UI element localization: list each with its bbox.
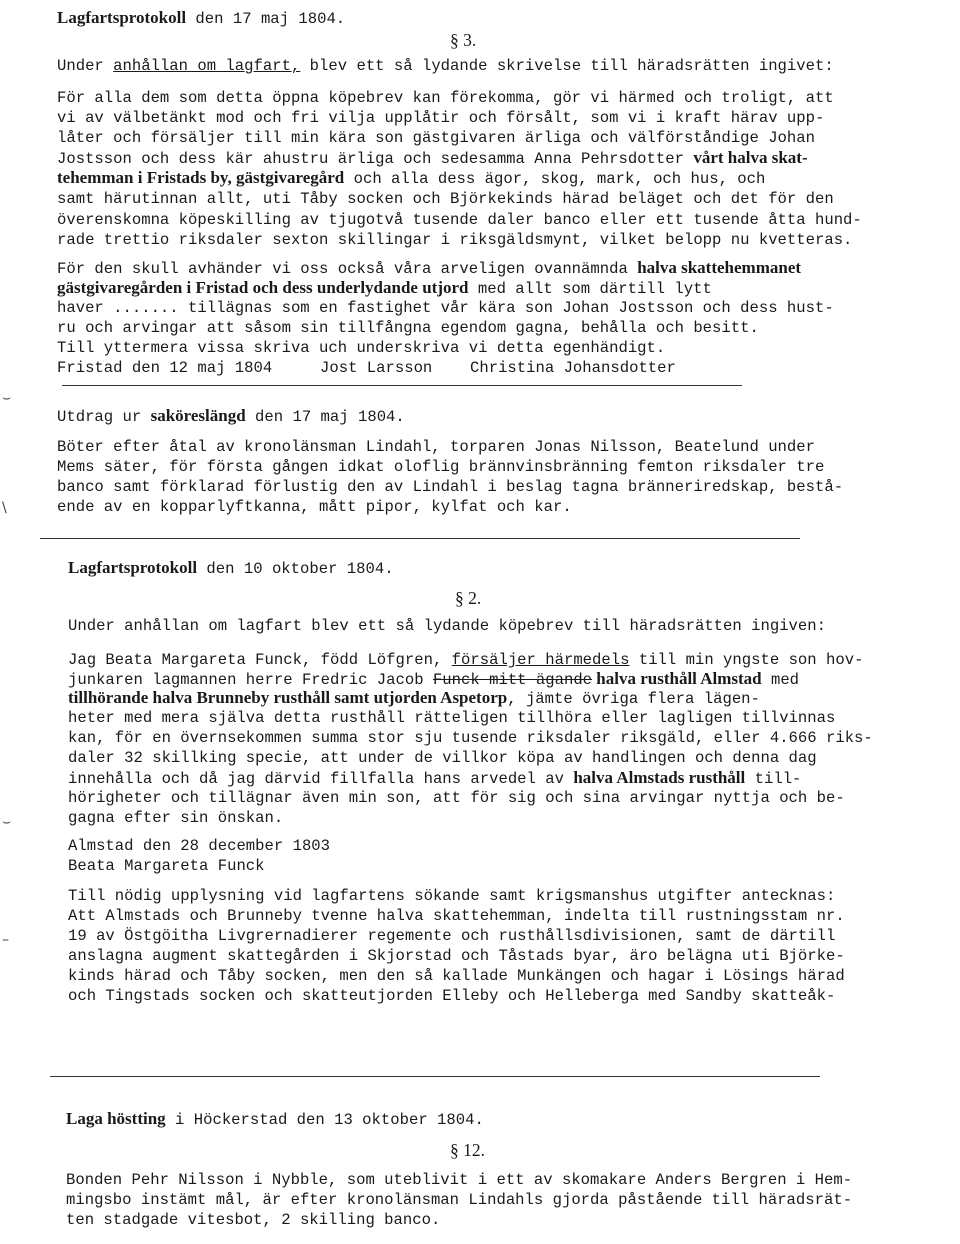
s1-intro-underlined: anhållan om lagfart,: [113, 57, 301, 75]
s3-note-line: Till nödig upplysning vid lagfartens sökande samt krigsmanshus utgifter antecknas:: [68, 887, 836, 905]
s4-line: ten stadgade vitesbot, 2 skilling banco.: [66, 1211, 441, 1229]
s1-p1-line: rade trettio riksdaler sexton skillingar i riksgäldsmynt, vilket belopp nu kvetteras.: [57, 231, 853, 249]
divider: [50, 1076, 820, 1077]
s2-line: Böter efter åtal av kronolänsman Lindahl, torparen Jonas Nilsson, Beatelund under: [57, 438, 815, 456]
s3-line: daler 32 skillking specie, att under de villkor köpa av handlingen och denna dag: [68, 749, 817, 767]
s1-p1-line: låter och försäljer till min kära son gästgivaren ärliga och välförståndige Johan: [57, 129, 815, 147]
s1-title-bold: Lagfartsprotokoll: [57, 8, 187, 27]
s3-line: hörigheter och tillägnar även min son, att för sig och sina arvingar nyttja och be-: [68, 789, 845, 807]
margin-mark: \: [2, 500, 7, 516]
s1-p1-line: Jostsson och dess kär ahustru ärliga och sedesamma Anna Pehrsdotter vårt halva skat-: [57, 148, 808, 168]
divider: [40, 538, 800, 539]
s1-signature-place: Fristad den 12 maj 1804: [57, 359, 273, 377]
s2-line: Mems säter, för första gången idkat oloflig brännvinsbränning femton riksdaler tre: [57, 458, 825, 476]
s3-line: Jag Beata Margareta Funck, född Löfgren, försäljer härmedels till min yngste son hov-: [68, 651, 864, 669]
s3-line: junkaren lagmannen herre Fredric Jacob Funck mitt ägande halva rusthåll Almstad med: [68, 669, 800, 689]
s4-title: Laga höstting i Höckerstad den 13 oktober 1804.: [66, 1109, 484, 1129]
margin-mark: ⌣: [2, 814, 12, 830]
s1-p2-line: ru och arvingar att såsom sin tillfångna egendom gagna, behålla och besitt.: [57, 319, 759, 337]
s3-title: Lagfartsprotokoll den 10 oktober 1804.: [68, 558, 394, 578]
s1-p1-line: samt härutinnan allt, uti Tåby socken och Björkekinds härad beläget och det för den: [57, 190, 834, 208]
s3-note-line: kinds härad och Tåby socken, men den så kallade Munkängen och hagar i Lösings härad: [68, 967, 845, 985]
s3-intro: Under anhållan om lagfart blev ett så lydande köpebrev till häradsrätten ingiven:: [68, 617, 826, 635]
s1-title-rest: den 17 maj 1804.: [186, 10, 346, 28]
s3-signature-place: Almstad den 28 december 1803: [68, 837, 331, 855]
divider: [62, 385, 742, 386]
margin-mark: –: [2, 932, 9, 948]
s3-note-line: och Tingstads socken och skatteutjorden Elleby och Helleberga med Sandby skatteåk-: [68, 987, 836, 1005]
s3-line: gagna efter sin önskan.: [68, 809, 284, 827]
s4-line: Bonden Pehr Nilsson i Nybble, som uteblivit i ett av skomakare Anders Bergren i Hem-: [66, 1171, 853, 1189]
margin-mark: ⌣: [2, 390, 12, 406]
s1-p1-line: vi av välbetänkt mod och fri vilja upplåtir och försålt, som vi i kraft härav upp-: [57, 109, 825, 127]
s3-line: innehålla och då jag därvid fillfalla hans arvedel av halva Almstads rusthåll till-: [68, 768, 802, 788]
s1-p2-line: För den skull avhänder vi oss också våra arveligen ovannämnda halva skattehemmanet: [57, 258, 802, 278]
s1-p1-line: överenskomna köpeskilling av tjugotvå tusende daler banco eller ett tusende åtta hund-: [57, 211, 862, 229]
s3-line: heter med mera själva detta rusthåll rätteligen tillhöra eller lagligen tillvinnas: [68, 709, 836, 727]
s3-note-line: 19 av Östgöitha Livgrernadierer regemente och rusthållsdivisionen, samt de därtill: [68, 927, 836, 945]
s3-section-number: § 2.: [455, 588, 482, 608]
s3-note-line: Att Almstads och Brunneby tvenne halva skattehemman, indelta till rustningsstam nr.: [68, 907, 845, 925]
s1-p1-line: tehemman i Fristads by, gästgivaregård och alla dess ägor, skog, mark, och hus, och: [57, 168, 766, 188]
s1-p2-line: Till yttermera vissa skriva uch underskriva vi detta egenhändigt.: [57, 339, 666, 357]
s2-line: banco samt förklarad förlustig den av Lindahl i beslag tagna bränneriredskap, bestå-: [57, 478, 844, 496]
s1-section-number: § 3.: [450, 30, 477, 50]
s1-intro: Under anhållan om lagfart, blev ett så lydande skrivelse till häradsrätten ingivet:: [57, 57, 834, 75]
s1-signature-1: Jost Larsson: [320, 359, 433, 377]
s3-signature-name: Beata Margareta Funck: [68, 857, 265, 875]
s2-line: ende av en kopparlyftkanna, mått pipor, kylfat och kar.: [57, 498, 572, 516]
s1-p2-line: haver ....... tillägnas som en fastighet vår kära son Johan Jostsson och dess hust-: [57, 299, 834, 317]
s1-p2-line: gästgivaregården i Fristad och dess underlydande utjord med allt som därtill lytt: [57, 278, 712, 298]
s2-title: Utdrag ur saköreslängd den 17 maj 1804.: [57, 406, 405, 426]
s3-line: tillhörande halva Brunneby rusthåll samt utjorden Aspetorp, jämte övriga flera lägen-: [68, 688, 760, 708]
s4-section-number: § 12.: [450, 1140, 485, 1160]
s1-signature-2: Christina Johansdotter: [470, 359, 676, 377]
s4-line: mingsbo instämt mål, är efter kronolänsman Lindahls gjorda påstående till häradsrät-: [66, 1191, 853, 1209]
s3-note-line: anslagna augment skattegården i Skjorstad och Tåstads byar, äro belägna uti Björke-: [68, 947, 845, 965]
s1-p1-line: För alla dem som detta öppna köpebrev kan förekomma, gör vi härmed och troligt, att: [57, 89, 834, 107]
s3-line: kan, för en övernsekommen summa stor sju tusende riksdaler riksgäld, eller 4.666 riks-: [68, 729, 873, 747]
s1-title: [57, 8, 345, 29]
